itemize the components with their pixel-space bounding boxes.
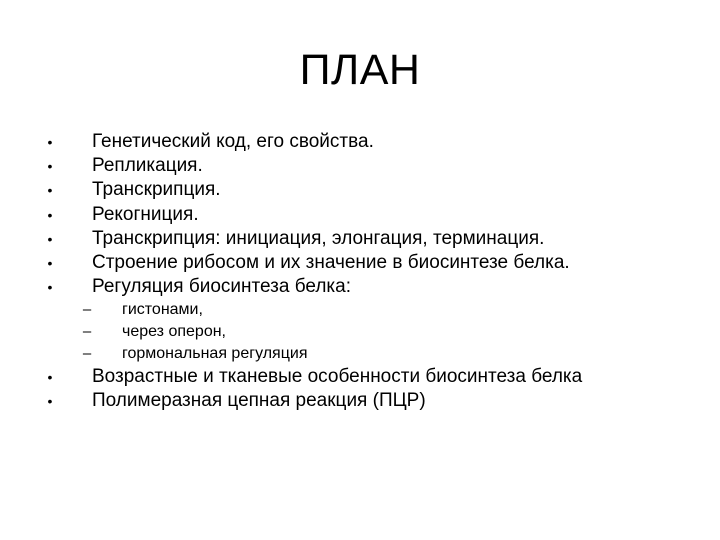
list-item [0,365,720,389]
list-item [0,389,720,413]
bullet-icon: • [47,254,53,271]
sub-list-item-text: гормональная регуляция [122,344,308,362]
dash-icon: – [82,344,92,362]
sub-list-item-text: через оперон, [122,322,226,340]
bullet-list [0,130,720,413]
list-item-text: Полимеразная цепная реакция (ПЦР) [92,390,426,412]
sub-list-item [0,299,720,321]
list-item [0,275,720,299]
list-item-text: Возрастные и тканевые особенности биосинтеза белка [92,366,583,388]
sub-list-item [0,343,720,365]
list-item [0,130,720,154]
list-item-text: Регуляция биосинтеза белка: [92,276,351,298]
slide-title: ПЛАН [299,46,421,94]
bullet-icon: • [47,182,53,199]
list-item-text: Транскрипция. [92,179,221,201]
dash-icon: – [82,322,92,340]
dash-icon: – [82,301,92,319]
bullet-icon: • [47,369,53,386]
bullet-icon: • [47,230,53,247]
bullet-icon: • [47,134,53,150]
list-item-text: Строение рибосом и их значение в биосинтезе белка. [92,251,570,273]
list-item-text: Рекогниция. [92,203,199,225]
sub-list-item [0,321,720,343]
sub-list-item-text: гистонами, [122,301,203,319]
bullet-icon: • [47,279,53,296]
list-item-text: Репликация. [92,155,203,177]
list-item [0,251,720,275]
list-item [0,203,720,227]
list-item-text: Генетический код, его свойства. [92,131,374,152]
list-item [0,178,720,202]
bullet-icon: • [47,393,53,410]
list-item [0,227,720,251]
list-item-text: Транскрипция: инициация, элонгация, терминация. [92,227,545,249]
bullet-icon: • [47,206,53,223]
bullet-icon: • [47,158,53,175]
list-item [0,154,720,178]
